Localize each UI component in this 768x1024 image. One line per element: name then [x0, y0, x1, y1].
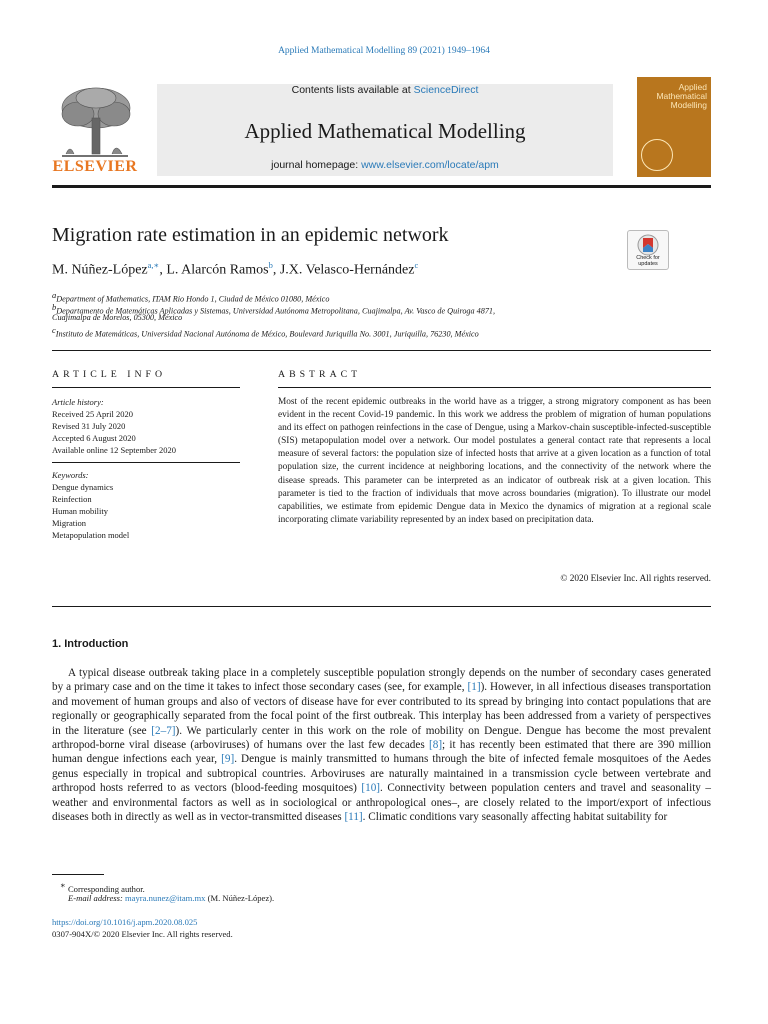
journal-reference-link[interactable]: Applied Mathematical Modelling 89 (2021) 1949–1964 [278, 46, 490, 56]
keyword-item: Metapopulation model [52, 530, 130, 540]
author-affiliation-marker[interactable]: c [414, 260, 419, 270]
journal-homepage-link[interactable]: www.elsevier.com/locate/apm [361, 159, 499, 171]
article-info-divider [52, 387, 240, 388]
author-affiliation-marker[interactable]: a,∗ [147, 260, 160, 270]
introduction-paragraph: A typical disease outbreak taking place in a completely susceptible population strongly depends on the number of secondary cases generated by a primary case and on the time it takes to infect those secondary cases (see, for example, [1]). However, in all infectious diseases transportation and movement of human groups and also of vectors of disease have for ever contributed to its spread by bringing into contact populations that are regionally or geographically separated from the focal point of the first outbreak. This interplay has been addressed from a variety of perspectives in the literature (see [2–7]). We particularly center in this work on the role of mobility on Dengue. Dengue has become the most prevalent arthropod-borne viral disease (arboviruses) of humans over the last few decades [8]; it has recently been estimated that there are 390 million human dengue infections each year, [9]. Dengue is mainly transmitted to humans through the bite of infected female mosquitoes of the Aedes genus especially in tropical and subtropical countries. Arboviruses are naturally maintained in a transmission cycle between vertebrate and arthropod hosts referred to as vectors (blood-feeding mosquitoes) [10]. Connectivity between population centers and travel and seasonality –weather and environmental factors as well as in sociological or anthropological ones–, are closely related to the import/export of infectious diseases both in directly as well as in vector-transmitted diseases [11]. Climatic conditions vary seasonally affecting habitat suitability for [52, 667, 712, 824]
journal-title: Applied Mathematical Modelling [244, 119, 526, 143]
contents-line [157, 84, 613, 96]
article-info-heading: ARTICLE INFO [52, 369, 167, 380]
citation-link[interactable]: [10] [361, 782, 381, 795]
corresponding-author-note: ∗ Corresponding author. [60, 880, 145, 894]
sciencedirect-link[interactable]: ScienceDirect [413, 84, 479, 96]
homepage-line [157, 159, 613, 171]
affiliation-b-cont: Cuajimalpa de Morelos, 05300, México [52, 313, 183, 322]
footnote-divider [52, 874, 104, 875]
author-name: L. Alarcón Ramos [166, 262, 269, 278]
journal-header-box [157, 84, 613, 176]
keywords-divider [52, 462, 240, 463]
homepage-prefix: journal homepage: [271, 159, 359, 171]
citation-link[interactable]: [9] [221, 753, 235, 766]
citation-link[interactable]: [1] [467, 681, 481, 694]
elsevier-logo [52, 84, 138, 176]
history-item: Accepted 6 August 2020 [52, 433, 136, 443]
crossmark-label: Check for updates [636, 255, 660, 267]
crossmark-button[interactable] [627, 230, 669, 270]
history-item: Received 25 April 2020 [52, 409, 133, 419]
issn-copyright: 0307-904X/© 2020 Elsevier Inc. All rights reserved. [52, 929, 233, 939]
article-info-column [52, 396, 240, 541]
article-title: Migration rate estimation in an epidemic network [52, 224, 449, 246]
author-name: M. Núñez-López [52, 262, 148, 278]
author-name: J.X. Velasco-Hernández [279, 262, 415, 278]
abstract-heading: ABSTRACT [278, 369, 362, 380]
publisher-wordmark: ELSEVIER [52, 158, 138, 175]
abstract-copyright: © 2020 Elsevier Inc. All rights reserved. [560, 574, 711, 584]
citation-link[interactable]: [11] [344, 811, 363, 824]
affiliation-a: aDepartment of Mathematics, ITAM Rio Hondo 1, Ciudad de México 01080, México [52, 290, 330, 304]
abstract-divider [278, 387, 711, 388]
email-note: E-mail address: mayra.nunez@itam.mx (M. Núñez-López). [68, 893, 275, 903]
citation-link[interactable]: [8] [429, 739, 443, 752]
citation-link[interactable]: [2–7] [151, 724, 176, 737]
doi-link[interactable]: https://doi.org/10.1016/j.apm.2020.08.025 [52, 917, 198, 927]
header-divider [52, 185, 711, 188]
affiliation-b: bDepartamento de Matemáticas Aplicadas y Sistemas, Universidad Autónoma Metropolitana, Cuajimalpa, Av. Vasco de Quiroga 4871, [52, 302, 496, 316]
keyword-item: Human mobility [52, 506, 108, 516]
affiliation-divider [52, 350, 711, 351]
keyword-item: Dengue dynamics [52, 482, 114, 492]
author-affiliation-marker[interactable]: b [268, 260, 273, 270]
affiliation-c: cInstituto de Matemáticas, Universidad Nacional Autónoma de México, Boulevard Juriquilla No. 3001, Juriquilla, 76230, México [52, 325, 479, 339]
journal-cover-image [637, 77, 711, 177]
author-list: M. Núñez-López$^{a,∗}$, L. Alarcón Ramos$^b$, J.X. Velasco-Hernández$^c$ [52, 260, 419, 278]
crossmark-icon [637, 234, 659, 256]
author-email-link[interactable]: mayra.nunez@itam.mx [124, 893, 206, 903]
cover-graphic [641, 139, 673, 171]
section-heading-introduction: 1. Introduction [52, 638, 129, 650]
history-label: Article history: [52, 397, 104, 407]
keyword-item: Reinfection [52, 494, 92, 504]
history-item: Revised 31 July 2020 [52, 421, 126, 431]
history-item: Available online 12 September 2020 [52, 445, 177, 455]
keywords-label: Keywords: [52, 470, 89, 480]
contents-prefix: Contents lists available at [291, 84, 411, 96]
abstract-end-divider [52, 606, 711, 607]
cover-title: Applied Mathematical Modelling [656, 82, 707, 110]
abstract-text: Most of the recent epidemic outbreaks in the world have as a trigger, a strong migratory component as has been evident in the recent Covid-19 pandemic. In this work we address the problem of migration of human populations and its effect on pathogen reinfections in the case of Dengue, using a Markov-chain susceptible-infected-susceptible (SIS) metapopulation model over a network. Our model postulates a general contact rate that represents a local measure of several factors: the population size of infected hosts that arrive at a given location as a function of total population size, the current incidence at neighboring locations, and the connectivity of the network where the disease spreads. This parameter can be interpreted as an indicator of outbreak risk at a given location. This parameter is tied to the fraction of individuals that move across boundaries (migration). To illustrate our model capabilities, we estimate from epidemic Dengue data in Mexico the dynamics of migration at a regional scale incorporating climate variability represented by an index based on precipitation data. [278, 397, 711, 525]
keyword-item: Migration [52, 518, 86, 528]
